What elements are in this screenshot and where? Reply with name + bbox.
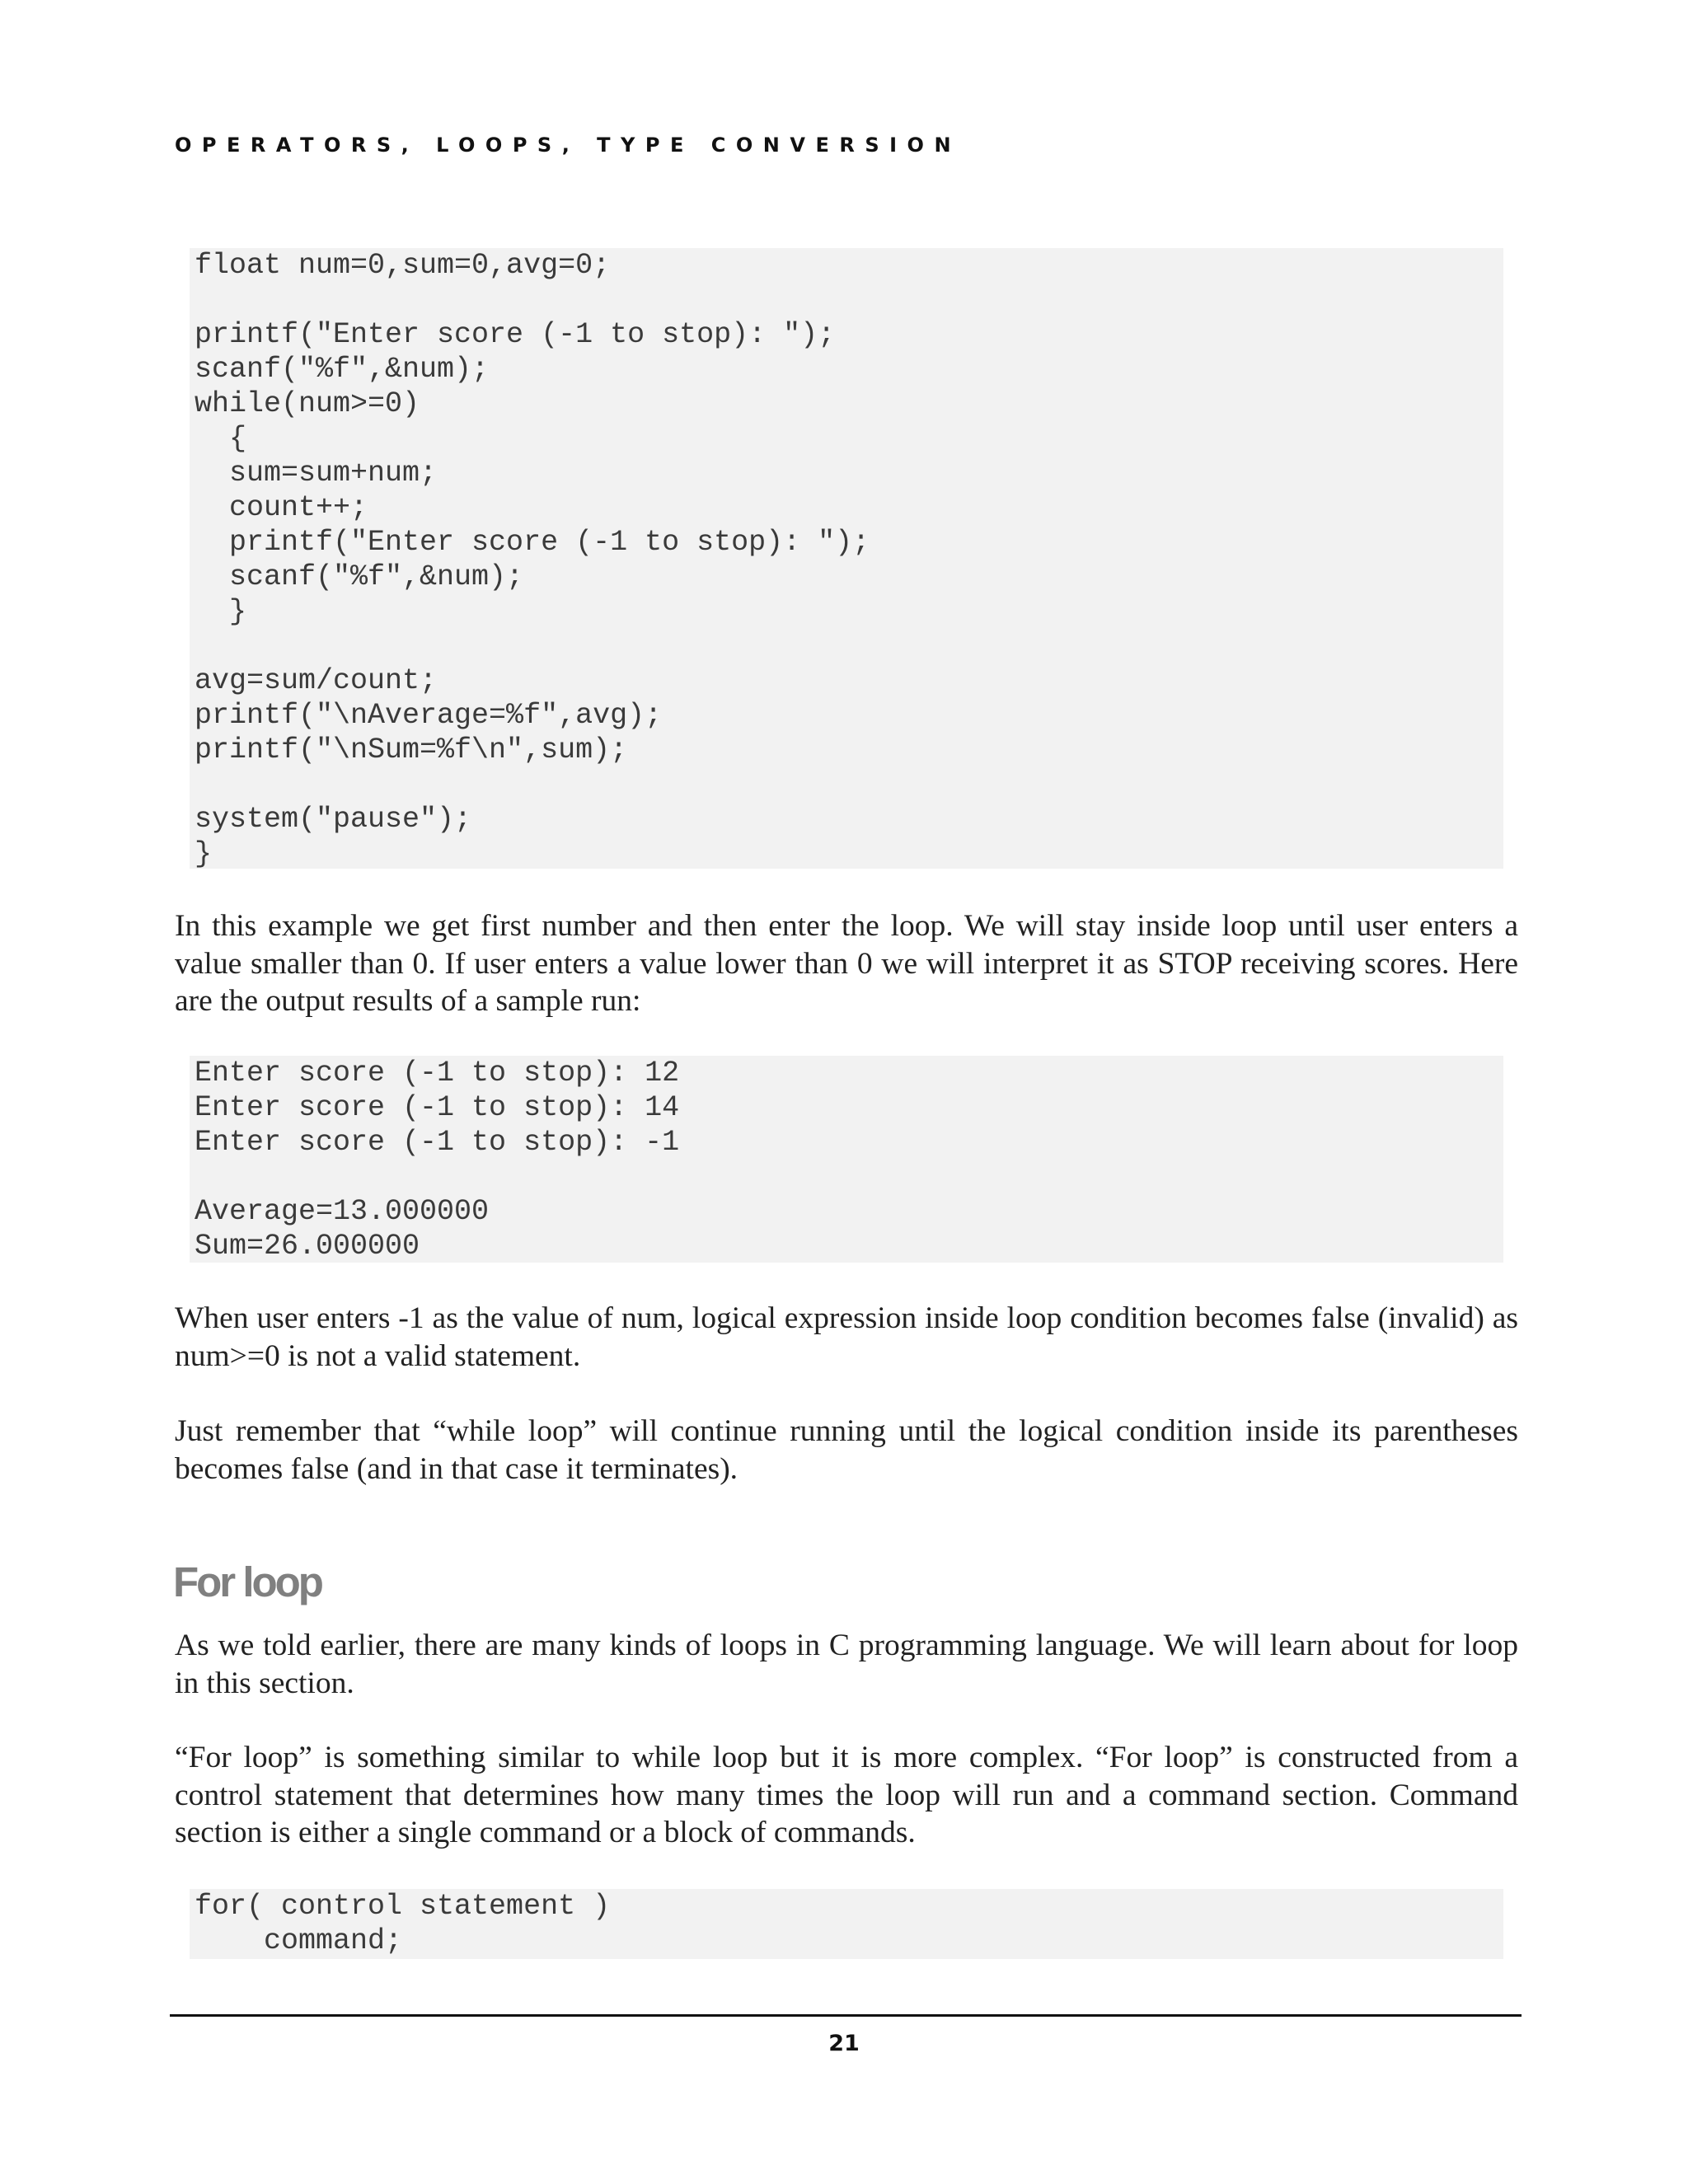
code-for-syntax: for( control statement ) command; xyxy=(190,1889,1503,1959)
paragraph-for-description: “For loop” is something similar to while loop but it is more complex. “For loop” is constructed from a control statement that determines how many times the loop will run and a command section. Command section is either a single command or a block of commands. xyxy=(175,1741,1518,1849)
section-heading-for-loop: For loop xyxy=(173,1558,321,1605)
code-sample-output: Enter score (-1 to stop): 12 Enter score (-1 to stop): 14 Enter score (-1 to stop): -1 Average=13.000000 Sum=26.000000 xyxy=(190,1056,1503,1263)
code-listing-while-loop: float num=0,sum=0,avg=0; printf("Enter score (-1 to stop): "); scanf("%f",&num); while(num>=0) { sum=sum+num; count++; printf("Enter score (-1 to stop): "); scanf("%f",&num); } avg=sum/count; printf("\nAverage=%f",avg); printf("\nSum=%f\n",sum); system("pause"); } xyxy=(190,248,1503,869)
paragraph-condition-false: When user enters -1 as the value of num, logical expression inside loop condition becomes false (invalid) as num>=0 is not a valid statement. xyxy=(175,1301,1518,1373)
running-header: OPERATORS, LOOPS, TYPE CONVERSION xyxy=(175,134,962,157)
paragraph-while-remember: Just remember that “while loop” will continue running until the logical condition inside its parentheses becomes false (and in that case it terminates). xyxy=(175,1414,1518,1486)
paragraph-loop-explanation: In this example we get first number and then enter the loop. We will stay inside loop until user enters a value smaller than 0. If user enters a value lower than 0 we will interpret it as STOP receiving scores. Here are the output results of a sample run: xyxy=(175,909,1518,1018)
footer-rule xyxy=(170,2014,1522,2017)
paragraph-for-intro: As we told earlier, there are many kinds of loops in C programming language. We will learn about for loop in this section. xyxy=(175,1629,1518,1700)
page-number: 21 xyxy=(828,2031,860,2056)
